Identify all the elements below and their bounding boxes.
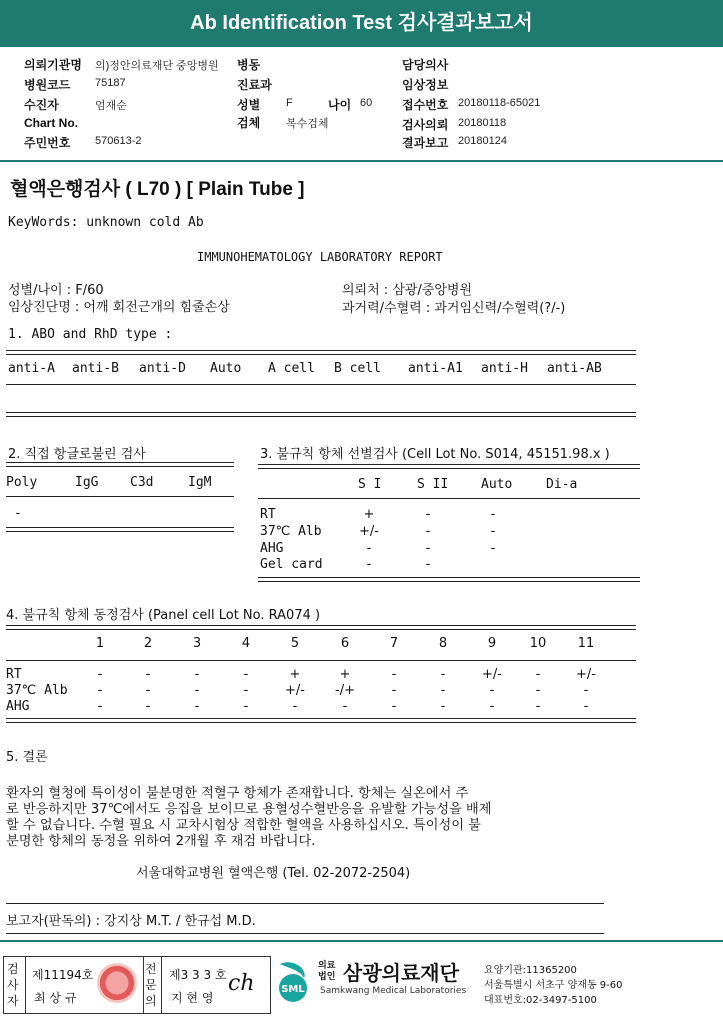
department-label: 진료과: [237, 78, 272, 92]
panel-result-cell: +: [289, 667, 301, 682]
screen-row-phase: 37℃ Alb: [260, 524, 322, 539]
panel-result-cell: -: [535, 683, 541, 698]
section2-heading: 2. 직접 항글로불린 검사: [8, 447, 146, 462]
panel-cell-number: 1: [95, 636, 105, 651]
specimen-label: 검체: [237, 116, 261, 130]
section1-rule-mid: [6, 384, 636, 385]
history-line: 과거력/수혈력 : 과거임신력/수혈력(?/-): [342, 301, 566, 316]
org-english: Samkwang Medical Laboratories: [320, 986, 467, 996]
official-seal: [97, 963, 137, 1003]
dat-col-c3d: C3d: [130, 475, 154, 490]
screen-col-s2: S II: [417, 477, 449, 492]
screen-cell: +: [363, 507, 375, 522]
panel-result-cell: -: [583, 699, 589, 714]
screen-cell: -: [490, 507, 496, 522]
specialist-license: 제3 3 3 호: [169, 968, 227, 982]
panel-cell-number: 3: [192, 636, 202, 651]
abo-col-a-cell: A cell: [268, 361, 315, 376]
section4-heading: 4. 불규칙 항체 동정검사 (Panel cell Lot No. RA074 ): [6, 608, 321, 623]
referral-line: 의뢰처 : 삼광/중앙병원: [342, 283, 473, 298]
report-date-value: 20180124: [458, 135, 507, 147]
lab-name: 서울대학교병원 혈액은행 (Tel. 02-2072-2504): [136, 866, 411, 881]
screen-cell: -: [366, 557, 372, 572]
screen-row-phase: AHG: [260, 541, 284, 556]
header-divider: [0, 160, 723, 162]
panel-row-phase: 37℃ Alb: [6, 683, 68, 698]
panel-result-cell: -: [194, 683, 200, 698]
panel-cell-number: 9: [487, 636, 497, 651]
institution-label: 의뢰기관명: [24, 58, 82, 72]
section2-rule-top: [6, 462, 234, 467]
logo-text: SML: [281, 984, 305, 995]
report-title: 혈액은행검사 ( L70 ) [ Plain Tube ]: [10, 179, 305, 200]
chart-label: Chart No.: [24, 116, 78, 130]
id-label: 주민번호: [24, 136, 71, 150]
panel-cell-number: 10: [529, 636, 547, 651]
panel-result-cell: -: [391, 699, 397, 714]
panel-result-cell: -: [489, 699, 495, 714]
screen-row-phase: RT: [260, 507, 276, 522]
section2-rule-mid: [6, 496, 234, 497]
age-label: 나이: [328, 98, 352, 112]
panel-result-cell: -: [391, 667, 397, 682]
screen-cell: -: [425, 507, 431, 522]
abo-col-anti-a: anti-A: [8, 361, 55, 376]
id-value: 570613-2: [95, 135, 142, 147]
dat-poly-result: -: [14, 506, 22, 521]
abo-col-auto: Auto: [210, 361, 242, 376]
panel-result-cell: -: [194, 667, 200, 682]
section3-rule-top: [258, 464, 640, 469]
panel-result-cell: +: [339, 667, 351, 682]
report-banner-title: Ab Identification Test 검사결과보고서: [0, 0, 723, 47]
sex-value: F: [286, 97, 293, 109]
examiner-label: 검사자: [7, 962, 19, 1008]
section1-rule-top: [6, 350, 636, 355]
panel-result-cell: -: [391, 683, 397, 698]
section3-rule-bottom: [258, 577, 640, 582]
screen-col-dia: Di-a: [546, 477, 578, 492]
specialist-signature: ch: [228, 971, 255, 996]
panel-cell-number: 11: [577, 636, 595, 651]
specialist-label: 전문의: [145, 962, 157, 1008]
panel-cell-number: 4: [241, 636, 251, 651]
panel-row-phase: RT: [6, 667, 22, 682]
clinical-info-label: 임상정보: [402, 78, 449, 92]
report-date-label: 결과보고: [402, 136, 449, 150]
examiner-license: 제11194호: [32, 968, 94, 982]
institution-code: 요양기관:11365200: [484, 965, 577, 976]
panel-cell-number: 8: [438, 636, 448, 651]
panel-result-cell: +/-: [285, 683, 305, 698]
signature-box: [3, 956, 271, 1014]
panel-result-cell: -: [97, 699, 103, 714]
reporter-rule-top: [6, 903, 604, 904]
panel-result-cell: -: [489, 683, 495, 698]
panel-cell-number: 7: [389, 636, 399, 651]
panel-result-cell: -: [342, 699, 348, 714]
abo-col-anti-b: anti-B: [72, 361, 119, 376]
section5-heading: 5. 결론: [6, 750, 48, 765]
panel-result-cell: -: [243, 667, 249, 682]
panel-result-cell: -: [440, 683, 446, 698]
section1-rule-bottom: [6, 412, 636, 417]
conclusion-line: 분명한 항체의 동정을 위하여 2개월 후 재검 바랍니다.: [6, 834, 316, 849]
screen-cell: -: [425, 541, 431, 556]
panel-result-cell: +/-: [576, 667, 596, 682]
abo-col-anti-a1: anti-A1: [408, 361, 463, 376]
screen-col-s1: S I: [358, 477, 382, 492]
reporter-line: 보고자(판독의) : 강지상 M.T. / 한규섭 M.D.: [6, 914, 256, 929]
section1-heading: 1. ABO and RhD type :: [8, 327, 173, 342]
conclusion-line: 환자의 혈청에 특이성이 불분명한 적혈구 항체가 존재합니다. 항체는 실온에서 주: [6, 786, 469, 801]
abo-col-b-cell: B cell: [334, 361, 381, 376]
panel-cell-number: 5: [290, 636, 300, 651]
age-value: 60: [360, 97, 373, 109]
examiner-name: 최 상 규: [34, 991, 77, 1005]
panel-result-cell: -: [535, 699, 541, 714]
screen-cell: -: [425, 557, 431, 572]
screen-col-auto: Auto: [481, 477, 513, 492]
org-name: 삼광의료재단: [343, 963, 459, 985]
panel-result-cell: -: [535, 667, 541, 682]
panel-result-cell: -: [583, 683, 589, 698]
panel-result-cell: -: [243, 699, 249, 714]
institution-value: 의)정안의료재단 중앙병원: [95, 60, 219, 72]
screen-cell: -: [490, 524, 496, 539]
receipt-label: 접수번호: [402, 98, 449, 112]
panel-result-cell: -: [440, 667, 446, 682]
section2-rule-bottom: [6, 527, 234, 532]
panel-result-cell: -: [440, 699, 446, 714]
doctor-label: 담당의사: [402, 58, 449, 72]
diagnosis-line: 임상진단명 : 어깨 회전근개의 힘줄손상: [8, 300, 230, 315]
panel-result-cell: -: [292, 699, 298, 714]
keywords: KeyWords: unknown cold Ab: [8, 215, 204, 230]
panel-result-cell: -: [145, 683, 151, 698]
address: 서울특별시 서초구 양재동 9-60: [484, 980, 623, 991]
dat-col-igg: IgG: [75, 475, 99, 490]
section3-rule-mid: [258, 498, 640, 499]
panel-result-cell: -: [97, 683, 103, 698]
section4-rule-top: [6, 625, 636, 630]
panel-result-cell: -: [145, 667, 151, 682]
abo-col-anti-d: anti-D: [139, 361, 186, 376]
dat-col-poly: Poly: [6, 475, 38, 490]
panel-result-cell: -: [97, 667, 103, 682]
org-type: 의료법인: [318, 961, 336, 982]
request-value: 20180118: [458, 117, 507, 129]
section4-rule-bottom: [6, 718, 636, 723]
panel-row-phase: AHG: [6, 699, 30, 714]
panel-result-cell: -: [243, 683, 249, 698]
sml-logo-icon: [274, 960, 312, 1004]
abo-col-anti-ab: anti-AB: [547, 361, 602, 376]
screen-cell: -: [490, 541, 496, 556]
screen-row-phase: Gel card: [260, 557, 323, 572]
screen-cell: +/-: [359, 524, 379, 539]
sex-age-line: 성별/나이 : F/60: [8, 283, 104, 298]
request-label: 검사의뢰: [402, 118, 449, 132]
dat-col-igm: IgM: [188, 475, 212, 490]
panel-result-cell: -: [145, 699, 151, 714]
panel-result-cell: -: [194, 699, 200, 714]
panel-result-cell: +/-: [482, 667, 502, 682]
panel-result-cell: -/+: [335, 683, 355, 698]
conclusion-line: 로 반응하지만 37℃에서도 응집을 보이므로 용혈성수혈반응을 유발할 가능성을 배제: [6, 802, 492, 817]
ward-label: 병동: [237, 58, 261, 72]
section3-heading: 3. 불규칙 항체 선별검사 (Cell Lot No. S014, 45151.98.x ): [260, 447, 610, 462]
receipt-value: 20180118-65021: [458, 97, 541, 109]
screen-cell: -: [425, 524, 431, 539]
hospital-code-value: 75187: [95, 77, 126, 89]
lab-report-title: IMMUNOHEMATOLOGY LABORATORY REPORT: [197, 250, 443, 264]
hospital-code-label: 병원코드: [24, 78, 71, 92]
specialist-name: 지 현 영: [171, 991, 214, 1005]
sex-label: 성별: [237, 98, 261, 112]
panel-cell-number: 6: [340, 636, 350, 651]
phone: 대표번호:02-3497-5100: [484, 995, 597, 1006]
footer-divider: [0, 940, 723, 942]
patient-label: 수진자: [24, 98, 59, 112]
section4-rule-mid: [6, 660, 636, 661]
patient-value: 엄재순: [95, 100, 127, 112]
conclusion-line: 할 수 없습니다. 수혈 필요 시 교차시험상 적합한 혈액을 사용하십시오. 특이성이 불: [6, 818, 481, 833]
specimen-value: 복수검체: [286, 118, 329, 130]
panel-cell-number: 2: [143, 636, 153, 651]
abo-col-anti-h: anti-H: [481, 361, 528, 376]
patient-info-block: [0, 50, 723, 162]
reporter-rule-bottom: [6, 933, 604, 934]
screen-cell: -: [366, 541, 372, 556]
